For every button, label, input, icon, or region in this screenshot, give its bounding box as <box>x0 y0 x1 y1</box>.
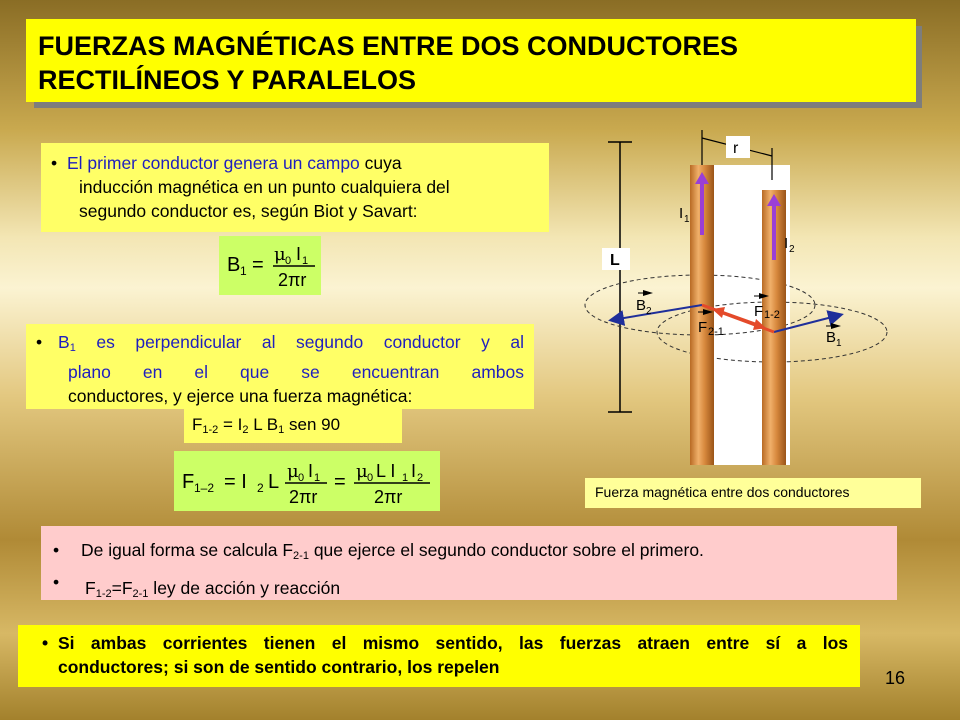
f2-frac2-den: 2πr <box>374 487 403 507</box>
p3-eq: = I <box>218 415 243 434</box>
formula-f12 <box>174 451 440 511</box>
p1-line1-b: cuya <box>359 153 402 173</box>
p3-i-sub: 2 <box>242 424 249 436</box>
label-I2: I <box>784 235 789 252</box>
f2-lhs-sub: 1–2 <box>194 481 215 495</box>
f1-i: I <box>296 244 302 264</box>
f1-mu: μ <box>274 244 286 265</box>
p4-l2-sub1: 1-2 <box>95 588 112 600</box>
p4-line1 <box>81 534 897 572</box>
f1-lhs-sub: 1 <box>240 264 247 278</box>
paragraph-perpendicular <box>26 324 534 409</box>
slide-title <box>26 19 916 102</box>
f2-eq: = I <box>224 471 247 493</box>
page-number: 16 <box>885 668 906 688</box>
f2-frac2-mu: μ <box>356 461 368 482</box>
p4-l1a: De igual forma se calcula F <box>81 540 294 560</box>
label-B1: B <box>826 329 837 346</box>
f2-eq2: = <box>334 471 346 493</box>
paragraph-biot-savart <box>41 143 549 232</box>
bullet-icon: • <box>53 540 60 560</box>
bullet-icon: • <box>42 633 49 653</box>
label-B1-sub: 1 <box>836 338 842 349</box>
p3-b-sub: 1 <box>278 424 285 436</box>
f1-lhs: B <box>227 254 241 276</box>
label-F12-sub: 1-2 <box>764 309 780 321</box>
p4-l2a: F <box>85 578 96 598</box>
figure-caption: Fuerza magnética entre dos conductores <box>585 478 921 508</box>
label-F21-sub: 2-1 <box>708 326 724 338</box>
f2-frac2-i2: I <box>411 461 417 481</box>
label-B2: B <box>636 297 647 314</box>
bullet-icon: • <box>53 572 60 592</box>
label-L: L <box>610 252 620 269</box>
f2-frac1-den: 2πr <box>289 487 318 507</box>
f2-frac1-i-sub: 1 <box>314 472 321 484</box>
f2-frac2-rest: L I <box>376 461 396 481</box>
label-F21: F <box>698 319 708 336</box>
bullet-icon: • <box>36 332 43 352</box>
p2-line1: es perpendicular al segundo conductor y al <box>75 332 524 352</box>
p5-line1: Si ambas corrientes tienen el mismo sentido, las fuerzas atraen entre sí a los <box>58 633 848 653</box>
title-line-2: RECTILÍNEOS Y PARALELOS <box>38 65 417 95</box>
formula-f12-svg <box>174 451 440 511</box>
title-line-1: FUERZAS MAGNÉTICAS ENTRE DOS CONDUCTORES <box>38 31 739 61</box>
f2-frac2-rest-sub: 1 <box>402 472 409 484</box>
p3-f-sub: 1-2 <box>202 424 219 436</box>
p4-l2b: =F <box>111 578 133 598</box>
label-F12: F <box>754 303 764 320</box>
p2-b-sub: 1 <box>69 342 76 354</box>
p4-l1-sub: 2-1 <box>293 550 309 562</box>
p2-b: B <box>58 332 70 352</box>
formula-b1 <box>219 236 321 295</box>
conductors-figure <box>560 120 940 480</box>
p3-mid: L B <box>248 415 279 434</box>
p1-line2: inducción magnética en un punto cualquiera del <box>79 177 450 197</box>
f1-mu-sub: 0 <box>285 255 292 267</box>
label-B2-sub: 2 <box>646 306 652 317</box>
f1-eq: = <box>252 254 264 276</box>
label-I1: I <box>679 205 684 222</box>
b2-vector <box>612 305 702 320</box>
bullet-icon: • <box>51 153 58 173</box>
p3-end: sen 90 <box>284 415 341 434</box>
paragraph-attraction-repulsion <box>18 625 860 687</box>
p2-line2: plano en el que se encuentran ambos <box>68 362 524 382</box>
f2-frac1-mu: μ <box>287 461 299 482</box>
p4-l2c: ley de acción y reacción <box>148 578 341 598</box>
p4-l1b: que ejerce el segundo conductor sobre el primero. <box>308 540 704 560</box>
p3-f: F <box>192 415 203 434</box>
p4-line2 <box>81 572 897 610</box>
f2-lhs: F <box>182 471 195 493</box>
label-I2-sub: 2 <box>789 244 795 255</box>
label-r: r <box>733 140 739 157</box>
f2-frac2-mu-sub: 0 <box>367 472 374 484</box>
p1-line1-a: El primer conductor genera un campo <box>67 153 360 173</box>
f2-frac1-i: I <box>308 461 314 481</box>
label-I1-sub: 1 <box>684 214 690 225</box>
f2-L: L <box>268 471 280 493</box>
formula-b1-svg <box>219 236 321 295</box>
f2-frac2-i2-sub: 2 <box>417 472 424 484</box>
conductors-diagram <box>560 120 940 480</box>
p4-l2-sub2: 2-1 <box>132 588 149 600</box>
f2-i-sub: 2 <box>257 481 264 495</box>
p2-line3: conductores, y ejerce una fuerza magnética: <box>68 386 413 406</box>
f1-i-sub: 1 <box>302 255 309 267</box>
p1-line3: segundo conductor es, según Biot y Savart: <box>79 201 418 221</box>
paragraph-action-reaction <box>41 526 897 600</box>
f2-frac1-mu-sub: 0 <box>298 472 305 484</box>
p5-line2: conductores; si son de sentido contrario, los repelen <box>58 657 500 677</box>
f1-den: 2πr <box>278 270 307 290</box>
force-equation-text <box>184 409 402 443</box>
